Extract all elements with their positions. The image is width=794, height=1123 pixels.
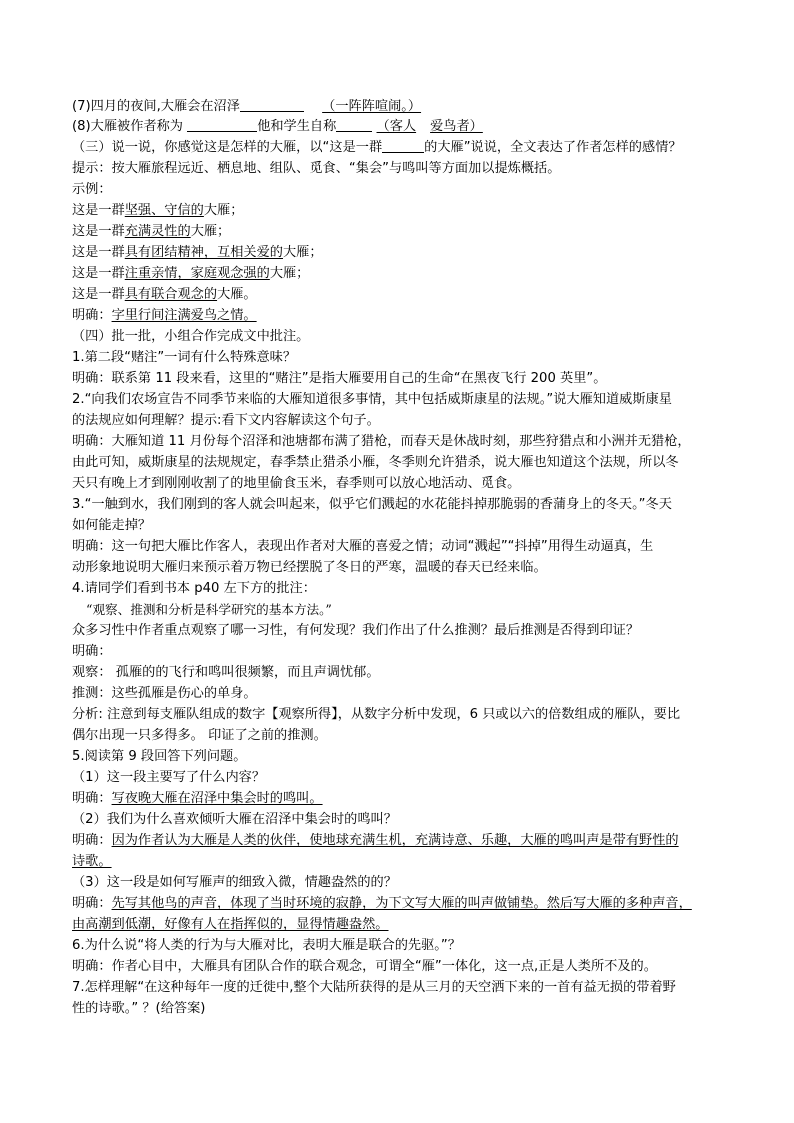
hint: 提示：按大雁旅程远近、栖息地、组队、觅食、“集会”与鸣叫等方面加以提炼概括。 — [72, 161, 561, 176]
question-4-ask: 众多习性中作者重点观察了哪一习性，有何发现？我们作出了什么推测？最后推测是否得到印证？ — [72, 623, 640, 638]
question-3: 如何能走掉？ — [72, 518, 152, 533]
section-3-answer: 明确：字里行间注满爱鸟之情。 — [72, 308, 257, 323]
section-4-title: （四）批一批，小组合作完成文中批注。 — [72, 329, 310, 344]
answer-1: 明确：联系第 11 段来看，这里的“赌注”是指大雁要用自己的生命“在黑夜飞行 200 英里”。 — [72, 371, 607, 386]
answer-5-2: 诗歌。 — [72, 854, 112, 869]
question-2: 2.“向我们农场宣告不同季节来临的大雁知道很多事情，其中包括威斯康星的法规。”说大雁知道威斯康星 — [72, 392, 672, 407]
question-5-3: （3）这一段是如何写雁声的细致入微，情趣盎然的的？ — [72, 875, 397, 890]
question-2: 的法规应如何理解？提示:看下文内容解读这个句子。 — [72, 413, 380, 428]
answer-2: 天只有晚上才到刚刚收割了的地里偷食玉米，春季则可以放心地活动、觅食。 — [72, 476, 521, 491]
question-5-2: （2）我们为什么喜欢倾听大雁在沼泽中集会时的鸣叫？ — [72, 812, 397, 827]
answer-blank — [382, 138, 424, 153]
answer-blank — [240, 97, 304, 112]
example-item: 这是一群具有联合观念的大雁。 — [72, 287, 257, 302]
answer-3: 明确：这一句把大雁比作客人，表现出作者对大雁的喜爱之情；动词“溅起”“抖掉”用得生动逼真，生 — [72, 539, 654, 554]
answer-3: 动形象地说明大雁归来预示着万物已经摆脱了冬日的严寒，温暖的春天已经来临。 — [72, 560, 547, 575]
answer-blank — [336, 117, 372, 132]
answer-4-observe: 观察： 孤雁的的飞行和鸣叫很频繁，而且声调忧郁。 — [72, 665, 380, 680]
answer-4-analysis: 偶尔出现一只多得多。 印证了之前的推测。 — [72, 728, 327, 743]
example-item: 这是一群具有团结精神，互相关爱的大雁； — [72, 245, 323, 260]
question-7b: 性的诗歌。” ？(给答案) — [72, 1001, 206, 1016]
answer-5-3: 明确：先写其他鸟的声音，体现了当时环境的寂静，为下文写大雁的叫声做铺垫。然后写大雁的多种声音， — [72, 896, 692, 911]
question-5-1: （1）这一段主要写了什么内容？ — [72, 770, 266, 785]
question-4: 4.请同学们看到书本 p40 左下方的批注： — [72, 581, 316, 596]
answer-6: 明确：作者心目中，大雁具有团队合作的联合观念，可谓全“雁”一体化，这一点,正是人类所不及的。 — [72, 959, 657, 974]
question-3: 3.“一触到水，我们刚到的客人就会叫起来，似乎它们溅起的水花能抖掉那脆弱的香蒲身上的冬天。”冬天 — [72, 497, 672, 512]
answer-2: 明确：大雁知道 11 月份每个沼泽和池塘都布满了猎枪，而春天是休战时刻，那些狩猎点和小洲并无猎枪， — [72, 434, 691, 449]
question-4-quote: “观察、推测和分析是科学研究的基本方法。” — [86, 602, 332, 617]
question-8: (8)大雁被作者称为 他和学生自称 （客人 爱鸟者） — [72, 119, 483, 134]
example-item: 这是一群坚强、守信的大雁； — [72, 203, 244, 218]
answer-4-guess: 推测：这些孤雁是伤心的单身。 — [72, 686, 257, 701]
question-6: 6.为什么说“将人类的行为与大雁对比，表明大雁是联合的先驱。”？ — [72, 938, 461, 953]
example-label: 示例： — [72, 182, 112, 197]
section-3-title: （三）说一说，你感觉这是怎样的大雁，以“这是一群 的大雁”说说，全文表达了作者怎样的感情？ — [72, 140, 682, 155]
answer-5-3: 由高潮到低潮，好像有人在指挥似的，显得情趣盎然。 — [72, 917, 389, 932]
question-7b: 7.怎样理解“在这种每年一度的迁徙中,整个大陆所获得的是从三月的天空洒下来的一首有益无损的带着野 — [72, 980, 676, 995]
question-1: 1.第二段“赌注”一词有什么特殊意味？ — [72, 350, 297, 365]
answer-5-1: 明确：写夜晚大雁在沼泽中集会时的鸣叫。 — [72, 791, 323, 806]
answer-4-analysis: 分析: 注意到每支雁队组成的数字【观察所得】，从数字分析中发现，6 只或以六的倍数组成的雁队，要比 — [72, 707, 681, 722]
question-5: 5.阅读第 9 段回答下列问题。 — [72, 749, 247, 764]
answer-blank — [187, 117, 257, 132]
example-item: 这是一群充满灵性的大雁； — [72, 224, 231, 239]
answer-4-label: 明确： — [72, 644, 112, 659]
answer-2: 由此可知，威斯康星的法规规定，春季禁止猎杀小雁，冬季则允许猎杀，说大雁也知道这个法规，所以冬 — [72, 455, 679, 470]
question-7: (7)四月的夜间,大雁会在沼泽 （一阵阵喧闹。） — [72, 99, 422, 114]
answer-5-2: 明确：因为作者认为大雁是人类的伙伴，使地球充满生机，充满诗意、乐趣，大雁的鸣叫声是带有野性的 — [72, 833, 679, 848]
example-item: 这是一群注重亲情，家庭观念强的大雁； — [72, 266, 310, 281]
